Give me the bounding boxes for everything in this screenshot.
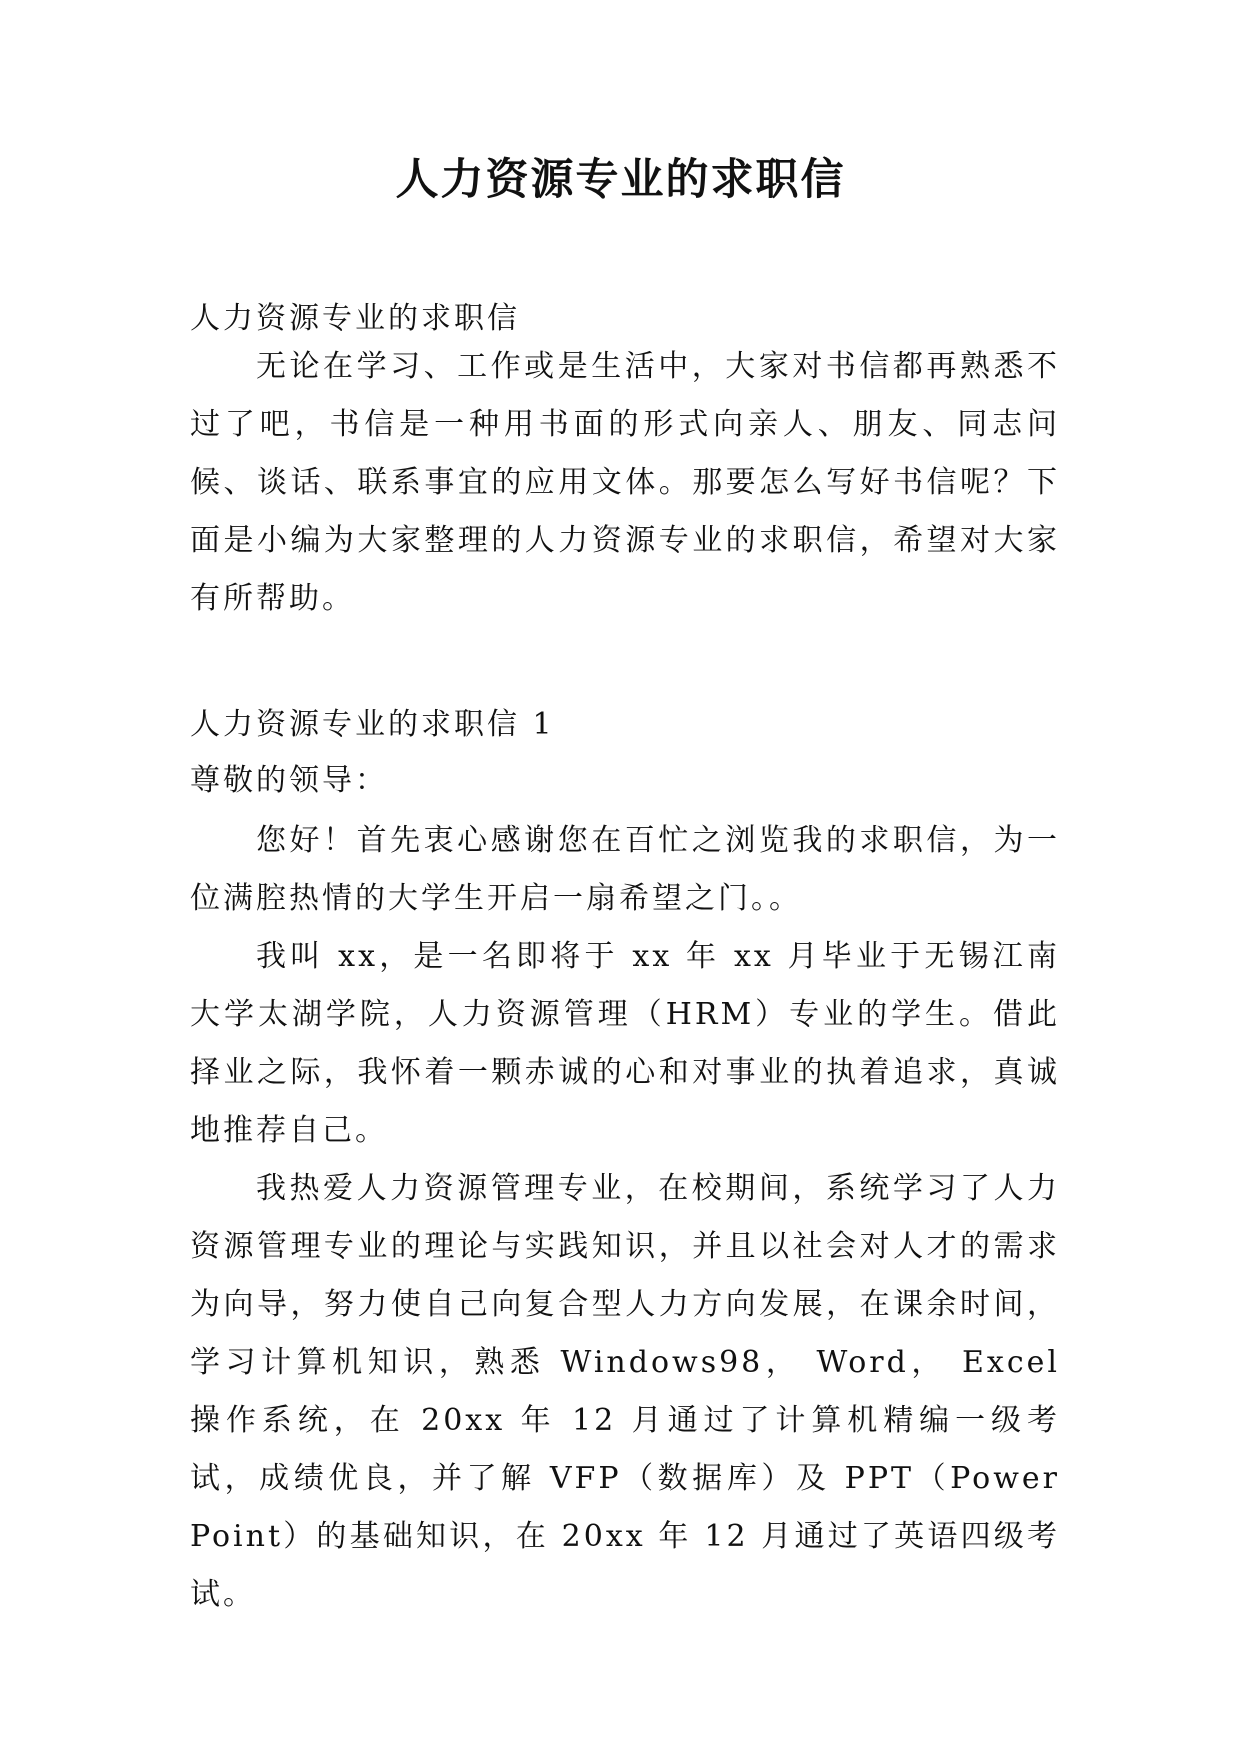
letter-paragraph-introduction: 我叫 xx，是一名即将于 xx 年 xx 月毕业于无锡江南大学太湖学院，人力资源管理（HRM）专业的学生。借此择业之际，我怀着一颗赤诚的心和对事业的执着追求，真诚地推荐自己。 — [190, 939, 1060, 1148]
letter-heading: 人力资源专业的求职信 1 — [190, 707, 555, 742]
intro-paragraph: 无论在学习、工作或是生活中，大家对书信都再熟悉不过了吧，书信是一种用书面的形式向亲人、朋友、同志问候、谈话、联系事宜的应用文体。那要怎么写好书信呢？下面是小编为大家整理的人力资源专业的求职信，希望对大家有所帮助。 — [190, 349, 1060, 616]
letter-paragraph-skills: 我热爱人力资源管理专业，在校期间，系统学习了人力资源管理专业的理论与实践知识，并且以社会对人才的需求为向导，努力使自己向复合型人力方向发展，在课余时间，学习计算机知识，熟悉 Windows98， Word， Excel 操作系统，在 20xx 年 12 月通过了计算机精编一级考试，成绩优良，并了解 VFP（数据库）及 PPT（Power Point）的基础知识，在 20xx 年 12 月通过了英语四级考试。 — [190, 1171, 1060, 1612]
letter-salutation: 尊敬的领导： — [190, 763, 388, 798]
letter-paragraph-greeting: 您好！首先衷心感谢您在百忙之浏览我的求职信，为一位满腔热情的大学生开启一扇希望之门。。 — [190, 823, 1060, 916]
document-title: 人力资源专业的求职信 — [395, 155, 846, 205]
document-subtitle: 人力资源专业的求职信 — [190, 301, 520, 336]
